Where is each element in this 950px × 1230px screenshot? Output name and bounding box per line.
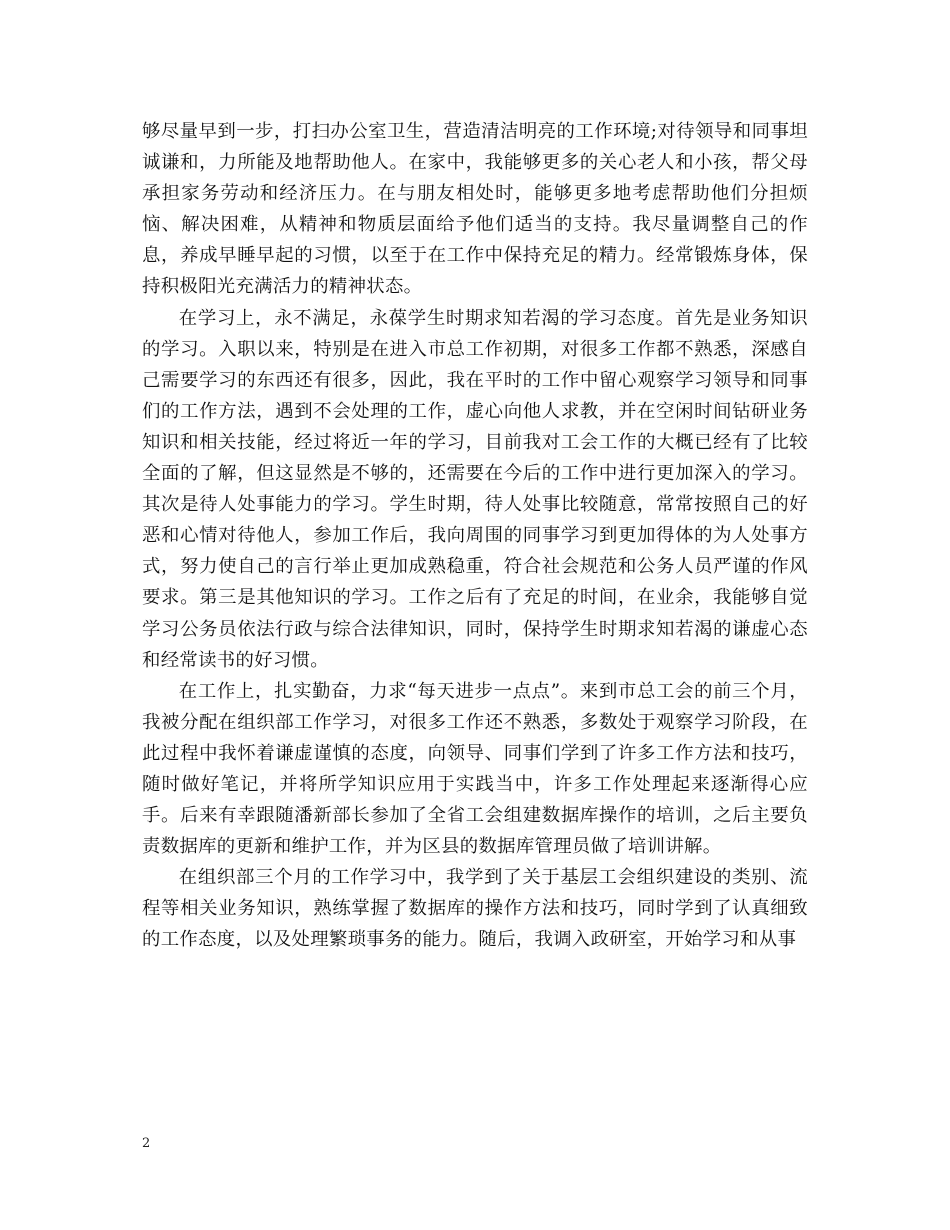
paragraph-4: 在组织部三个月的工作学习中，我学到了关于基层工会组织建设的类别、流程等相关业务知识，熟练掌握了数据库的操作方法和技巧，同时学到了认真细致的工作态度，以及处理繁琐事务的能力。随后，我调入政研室，开始学习和从事: [142, 867, 808, 951]
paragraph-2: 在学习上，永不满足，永葆学生时期求知若渴的学习态度。首先是业务知识的学习。入职以来，特别是在进入市总工作初期，对很多工作都不熟悉，深感自己需要学习的东西还有很多，因此，我在平时的工作中留心观察学习领导和同事们的工作方法，遇到不会处理的工作，虚心向他人求教，并在空闲时间钻研业务知识和相关技能，经过将近一年的学习，目前我对工会工作的大概已经有了比较全面的了解，但这显然是不够的，还需要在今后的工作中进行更加深入的学习。其次是待人处事能力的学习。学生时期，待人处事比较随意，常常按照自己的好恶和心情对待他人，参加工作后，我向周围的同事学习到更加得体的为人处事方式，努力使自己的言行举止更加成熟稳重，符合社会规范和公务人员严谨的作风要求。第三是其他知识的学习。工作之后有了充足的时间，在业余，我能够自觉学习公务员依法行政与综合法律知识，同时，保持学生时期求知若渴的谦虚心态和经常读书的好习惯。: [142, 307, 808, 671]
paragraph-1: 够尽量早到一步，打扫办公室卫生，营造清洁明亮的工作环境;对待领导和同事坦诚谦和，力所能及地帮助他人。在家中，我能够更多的关心老人和小孩，帮父母承担家务劳动和经济压力。在与朋友相处时，能够更多地考虑帮助他们分担烦恼、解决困难，从精神和物质层面给予他们适当的支持。我尽量调整自己的作息，养成早睡早起的习惯，以至于在工作中保持充足的精力。经常锻炼身体，保持积极阳光充满活力的精神状态。: [142, 121, 808, 298]
document-body: [142, 116, 808, 956]
page-number: 2: [142, 1136, 151, 1151]
paragraph-3: 在工作上，扎实勤奋，力求“每天进步一点点”。来到市总工会的前三个月，我被分配在组织部工作学习，对很多工作还不熟悉，多数处于观察学习阶段，在此过程中我怀着谦虚谨慎的态度，向领导、同事们学到了许多工作方法和技巧，随时做好笔记，并将所学知识应用于实践当中，许多工作处理起来逐渐得心应手。后来有幸跟随潘新部长参加了全省工会组建数据库操作的培训，之后主要负责数据库的更新和维护工作，并为区县的数据库管理员做了培训讲解。: [142, 680, 808, 858]
